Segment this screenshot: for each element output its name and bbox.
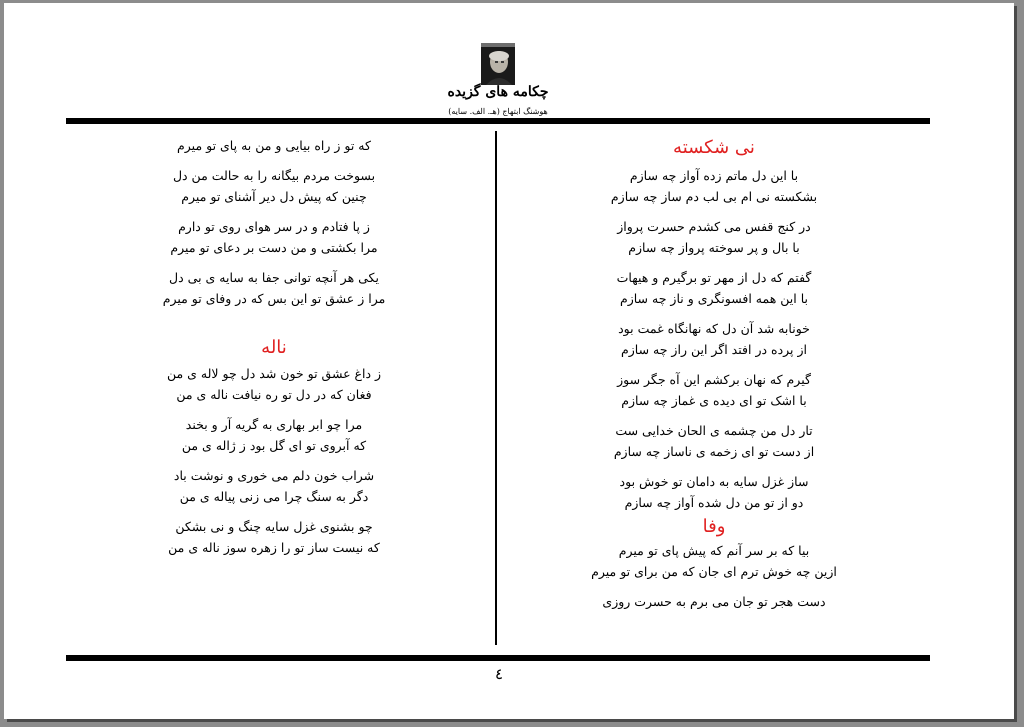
stanza — [124, 465, 424, 507]
poem-title: ناله — [261, 337, 287, 358]
stanza — [124, 267, 424, 309]
left-column — [124, 135, 424, 567]
verse-line: چو بشنوی غزل سایه چنگ و نی بشکن — [175, 519, 373, 534]
poem-ney-shekasteh — [564, 137, 864, 513]
book-author: هوشنگ ابتهاج (هـ. الف. سایه) — [448, 107, 548, 116]
verse-line: مرا چو ابر بهاری به گریه آر و بخند — [185, 417, 363, 432]
stanza — [564, 216, 864, 258]
poem-title: وفا — [702, 516, 726, 537]
verse-line: گیرم که نهان برکشم این آه جگر سوز — [617, 372, 811, 387]
verse-line: از دست تو ای زخمه ی ناساز چه سازم — [613, 444, 815, 459]
verse-line: که آبروی تو ای گل بود ز ژاله ی من — [181, 438, 367, 453]
stanza — [124, 216, 424, 258]
verse-line: ز پا فتادم و در سر هوای روی تو دارم — [178, 219, 370, 234]
stanza — [564, 165, 864, 207]
verse-line: از پرده در افتد اگر این راز چه سازم — [621, 342, 807, 357]
verse-line: بسوخت مردم بیگانه را به حالت من دل — [172, 168, 376, 183]
poem-vafa — [564, 516, 864, 612]
poem-naleh — [124, 337, 424, 558]
stanza — [124, 516, 424, 558]
verse-line: تار دل من چشمه ی الحان خدایی ست — [615, 423, 813, 438]
column-divider — [495, 131, 497, 645]
page-number: ٤ — [494, 665, 504, 683]
verse-line: یکی هر آنچه توانی جفا به سایه ی بی دل — [169, 270, 379, 285]
verse-line: دو از تو من دل شده آواز چه سازم — [624, 495, 804, 510]
verse-line: که نیست ساز تو را زهره سوز ناله ی من — [168, 540, 380, 555]
footer-rule — [66, 655, 930, 661]
header-rule — [66, 118, 930, 124]
book-page — [4, 3, 1014, 719]
stanza — [564, 318, 864, 360]
verse-line: فغان که در دل تو ره نیافت ناله ی من — [176, 387, 372, 402]
verse-line: دگر به سنگ چرا می زنی پیاله ی من — [179, 489, 369, 504]
verse-line: ز داغ عشق تو خون شد دل چو لاله ی من — [166, 366, 382, 381]
verse-line: با اشک تو ای دیده ی غماز چه سازم — [621, 393, 807, 408]
stanza — [564, 369, 864, 411]
verse-line: مرا بکشتی و من دست بر دعای تو میرم — [170, 240, 378, 255]
verse-line: شراب خون دلم می خوری و نوشت باد — [173, 468, 375, 483]
author-portrait — [481, 43, 515, 85]
verse-line: با این دل ماتم زده آواز چه سازم — [629, 168, 799, 183]
stanza — [124, 135, 424, 156]
stanza — [124, 363, 424, 405]
verse-line: با بال و پر سوخته پرواز چه سازم — [628, 240, 800, 255]
stanza — [124, 414, 424, 456]
stanza — [564, 471, 864, 513]
verse-line: با این همه افسونگری و ناز چه سازم — [619, 291, 809, 306]
verse-line: ساز غزل سایه به دامان تو خوش بود — [619, 474, 809, 489]
verse-line: که تو ز راه بیایی و من به پای تو میرم — [177, 138, 371, 153]
verse-line: بیا که بر سر آنم که پیش پای تو میرم — [618, 543, 810, 558]
verse-line: در کنج قفس می کشدم حسرت پرواز — [617, 219, 811, 234]
right-column — [564, 135, 864, 621]
book-title: چکامه های گزیده — [447, 84, 549, 100]
verse-line: چنین که پیش دل دیر آشنای تو میرم — [181, 189, 367, 204]
stanza — [564, 267, 864, 309]
verse-line: ازین چه خوش ترم ای جان که من برای تو میرم — [591, 564, 837, 579]
verse-line: خونابه شد آن دل که نهانگاه غمت بود — [618, 321, 810, 336]
verse-line: گفتم که دل از مهر تو برگیرم و هیهات — [616, 270, 812, 285]
poem-title: نی شکسته — [673, 137, 755, 158]
stanza — [564, 540, 864, 582]
verse-line: دست هجر تو جان می برم به حسرت روزی — [602, 594, 826, 609]
poem-vafa-continued — [124, 135, 424, 309]
stanza — [124, 165, 424, 207]
stanza — [564, 420, 864, 462]
verse-line: بشکسته نی ام بی لب دم ساز چه سازم — [610, 189, 818, 204]
stanza — [564, 591, 864, 612]
verse-line: مرا ز عشق تو این بس که در وفای تو میرم — [162, 291, 386, 306]
